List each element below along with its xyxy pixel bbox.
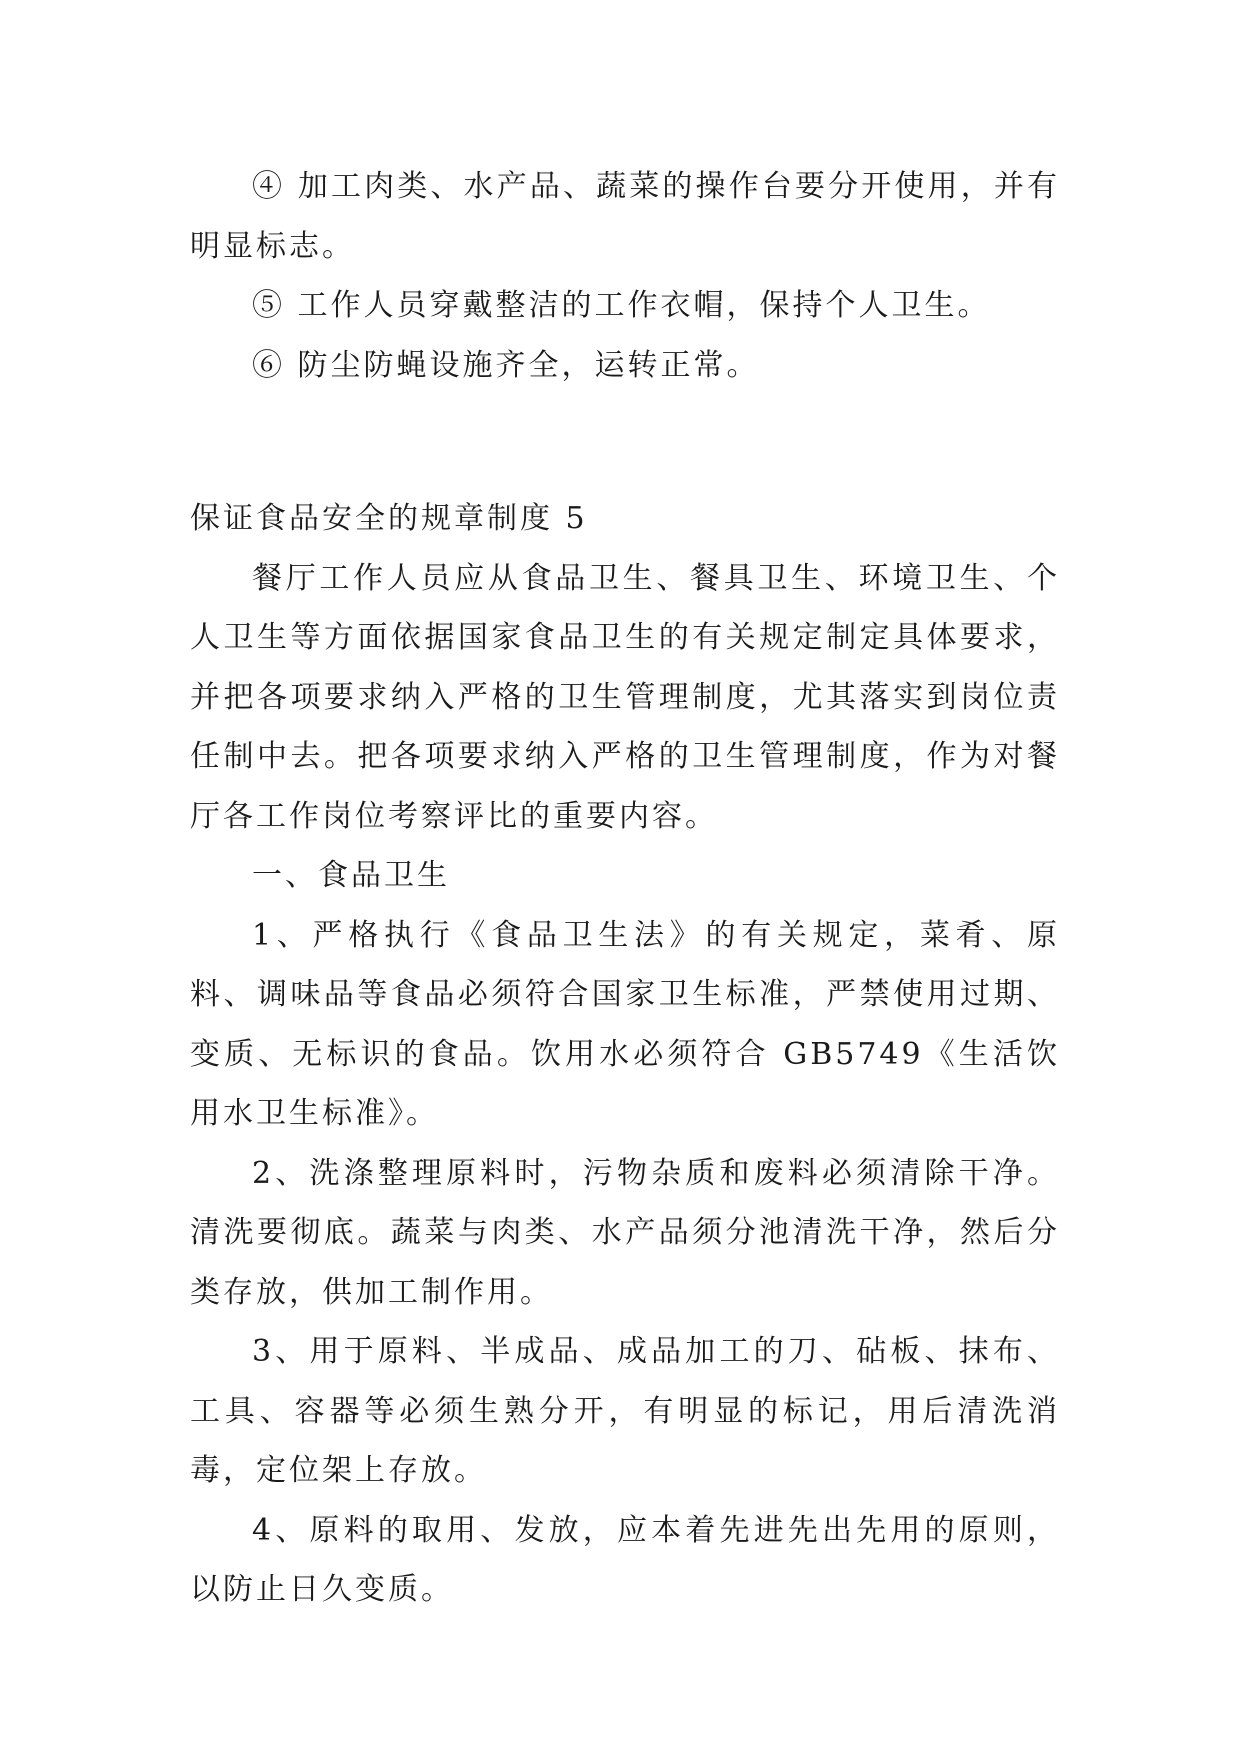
intro-paragraph: 餐厅工作人员应从食品卫生、餐具卫生、环境卫生、个人卫生等方面依据国家食品卫生的有关规定制定具体要求，并把各项要求纳入严格的卫生管理制度，尤其落实到岗位责任制中去。把各项要求纳入严格的卫生管理制度，作为对餐厅各工作岗位考察评比的重要内容。 — [190, 560, 1060, 834]
list-item-6: ⑥ 防尘防蝇设施齐全，运转正常。 — [252, 347, 760, 383]
list-item-5: ⑤ 工作人员穿戴整洁的工作衣帽，保持个人卫生。 — [252, 288, 991, 323]
rule-paragraph-4: 4、原料的取用、发放，应本着先进先出先用的原则，以防止日久变质。 — [190, 1512, 1060, 1607]
section-title: 保证食品安全的规章制度 5 — [190, 501, 588, 536]
document-body — [190, 157, 1060, 1620]
subsection-heading-food-hygiene: 一、食品卫生 — [252, 858, 450, 893]
rule-paragraph-2: 2、洗涤整理原料时，污物杂质和废料必须清除干净。清洗要彻底。蔬菜与肉类、水产品须分池清洗干净，然后分类存放，供加工制作用。 — [190, 1155, 1060, 1310]
list-item-4: ④ 加工肉类、水产品、蔬菜的操作台要分开使用，并有明显标志。 — [190, 169, 1060, 264]
rule-paragraph-1: 1、严格执行《食品卫生法》的有关规定，菜肴、原料、调味品等食品必须符合国家卫生标准，严禁使用过期、变质、无标识的食品。饮用水必须符合 GB5749《生活饮用水卫生标准》。 — [190, 917, 1060, 1131]
rule-paragraph-3: 3、用于原料、半成品、成品加工的刀、砧板、抹布、工具、容器等必须生熟分开，有明显的标记，用后清洗消毒，定位架上存放。 — [190, 1334, 1060, 1488]
